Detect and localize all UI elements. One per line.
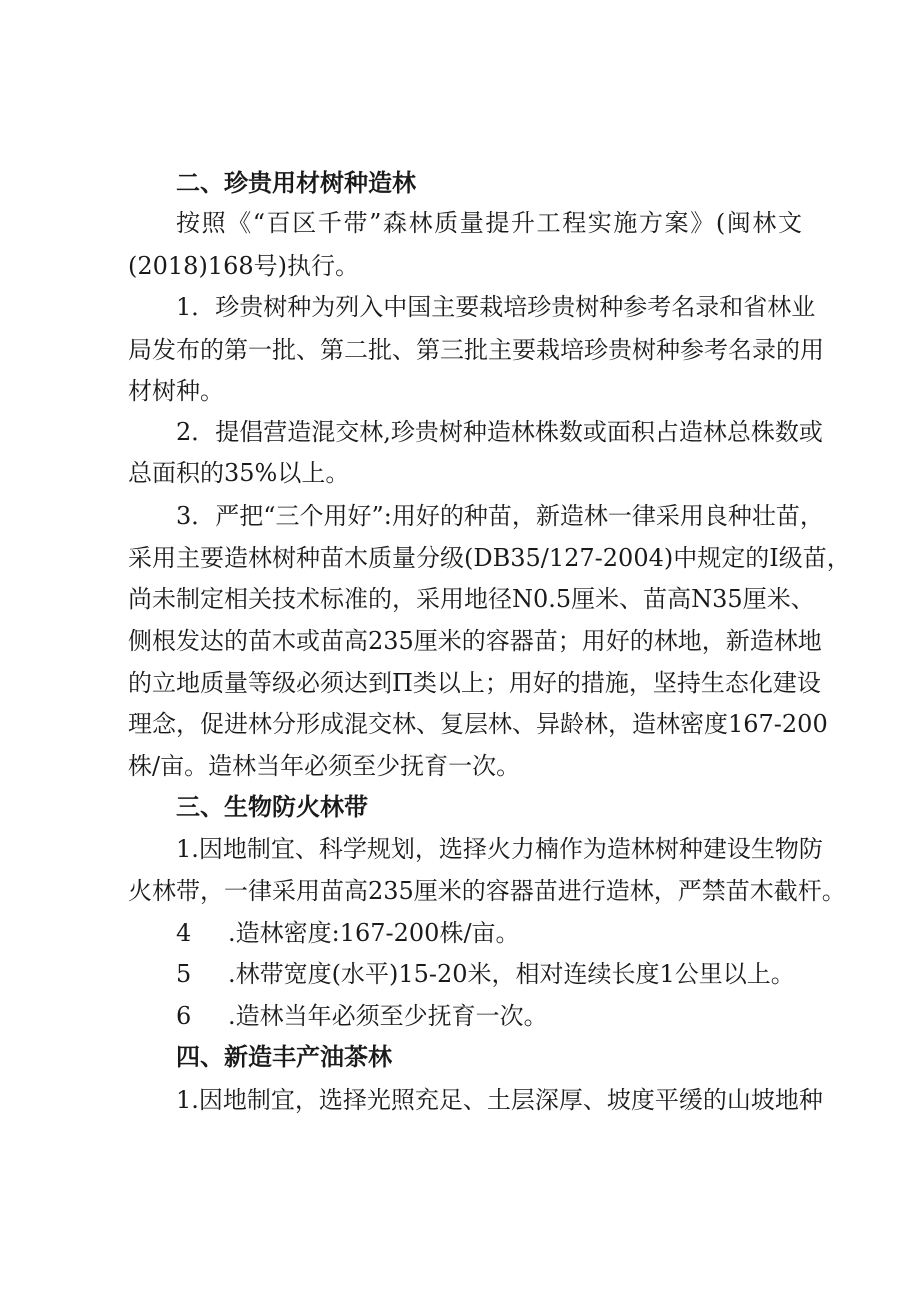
firebreak-item1-line-1: 1.因地制宜、科学规划，选择火力楠作为造林树种建设生物防 (176, 835, 823, 863)
section-heading-precious-timber: 二、珍贵用材树种造林 (176, 169, 416, 197)
item3-line-5: 的立地质量等级必须达到Π类以上；用好的措施，坚持生态化建设 (128, 669, 821, 697)
firebreak-item5 (176, 957, 816, 991)
section-heading-firebreak: 三、生物防火林带 (176, 793, 368, 821)
oil-tea-item1-line-1: 1.因地制宜，选择光照充足、土层深厚、坡度平缓的山坡地种 (176, 1086, 823, 1114)
item3-line-6: 理念，促进林分形成混交林、复层林、异龄林，造林密度167-200 (128, 710, 828, 738)
item-number: 4 (176, 919, 192, 947)
intro-line-1: 按照《“百区千带”森林质量提升工程实施方案》(闽林文 (176, 209, 802, 237)
item-text: .林带宽度(水平)15-20米，相对连续长度1公里以上。 (228, 960, 795, 988)
item-text: .造林密度:167-200株/亩。 (228, 919, 520, 947)
section-heading-oil-tea: 四、新造丰产油茶林 (176, 1043, 392, 1071)
item1-line-3: 材树种。 (128, 377, 224, 405)
item3-line-4: 侧根发达的苗木或苗高235厘米的容器苗；用好的林地，新造林地 (128, 627, 822, 655)
item3-line-7: 株/亩。造林当年必须至少抚育一次。 (128, 752, 521, 780)
item-number: 5 (176, 960, 192, 988)
item1-line-2: 局发布的第一批、第二批、第三批主要栽培珍贵树种参考名录的用 (128, 336, 824, 364)
firebreak-item4 (176, 916, 776, 950)
item2-line-1: 2．提倡营造混交林,珍贵树种造林株数或面积占造林总株数或 (176, 418, 823, 446)
item-number: 6 (176, 1002, 192, 1030)
item3-line-3: 尚未制定相关技术标准的，采用地径N0.5厘米、苗高N35厘米、 (128, 585, 815, 613)
item2-line-2: 总面积的35%以上。 (128, 459, 350, 487)
intro-line-2: (2018)168号)执行。 (128, 252, 359, 280)
firebreak-item6 (176, 999, 776, 1033)
item3-line-1: 3．严把“三个用好”:用好的种苗，新造林一律采用良种壮苗， (176, 502, 824, 530)
item1-line-1: 1．珍贵树种为列入中国主要栽培珍贵树种参考名录和省林业 (176, 293, 816, 321)
item-text: .造林当年必须至少抚育一次。 (228, 1002, 548, 1030)
item3-line-2: 采用主要造林树种苗木质量分级(DB35/127-2004)中规定的Ⅰ级苗， (128, 544, 851, 572)
firebreak-item1-line-2: 火林带，一律采用苗高235厘米的容器苗进行造林，严禁苗木截杆。 (128, 877, 846, 905)
